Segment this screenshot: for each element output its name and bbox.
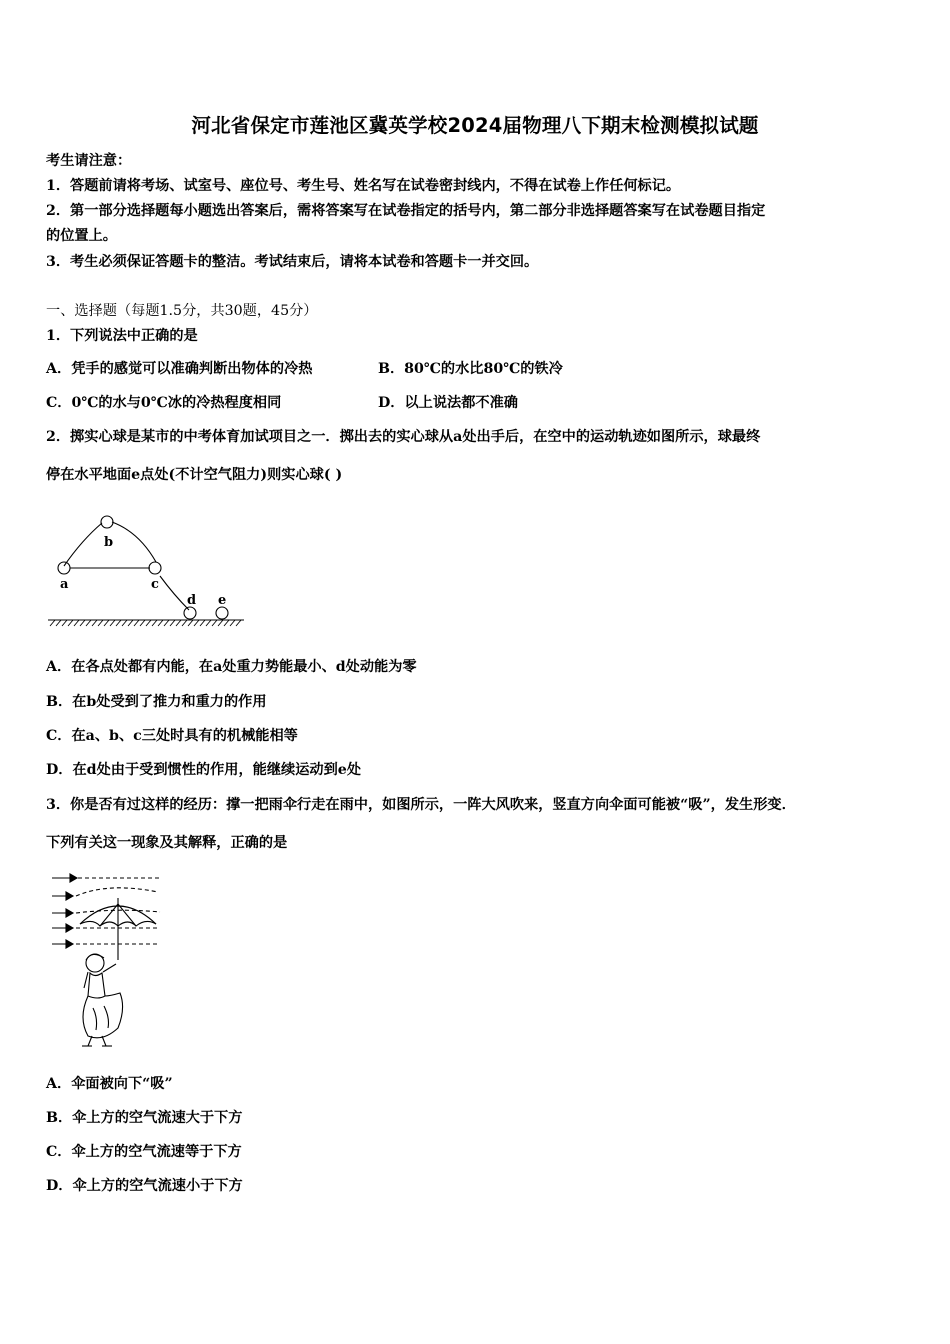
notice-heading: 考生请注意：	[46, 153, 132, 169]
q2-option-c: C．在a、b、c三处时具有的机械能相等	[46, 728, 298, 744]
label-e: e	[218, 593, 227, 608]
ball-d	[184, 607, 196, 619]
trajectory-drop	[160, 576, 189, 610]
q3-stem-line2: 下列有关这一现象及其解释，正确的是	[46, 835, 288, 851]
trajectory-fall	[112, 522, 156, 562]
section-heading: 一、选择题（每题1.5分，共30题，45分）	[46, 303, 318, 319]
ball-a	[58, 562, 70, 574]
page-title: 河北省保定市莲池区冀英学校2024届物理八下期末检测模拟试题	[191, 114, 759, 137]
q1-option-b: B．80℃的水比80℃的铁冷	[378, 361, 563, 377]
notice-item-2-cont: 的位置上。	[46, 228, 117, 244]
q3-option-b: B．伞上方的空气流速大于下方	[46, 1110, 243, 1126]
notice-item-1: 1．答题前请将考场、试室号、座位号、考生号、姓名写在试卷密封线内，不得在试卷上作任何标记。	[46, 178, 681, 194]
umbrella-figure	[48, 868, 168, 1053]
q1-option-d: D．以上说法都不准确	[378, 395, 518, 411]
label-b: b	[104, 535, 114, 550]
trajectory-rise	[64, 523, 102, 566]
q1-stem: 1．下列说法中正确的是	[46, 328, 198, 344]
notice-item-2: 2．第一部分选择题每小题选出答案后，需将答案写在试卷指定的括号内，第二部分非选择题答案写在试卷题目指定	[46, 203, 766, 219]
notice-item-3: 3．考生必须保证答题卡的整洁。考试结束后，请将本试卷和答题卡一并交回。	[46, 254, 539, 270]
label-a: a	[60, 577, 69, 592]
ball-e	[216, 607, 228, 619]
trajectory-figure	[44, 510, 249, 635]
q1-option-c: C．0℃的水与0℃冰的冷热程度相同	[46, 395, 282, 411]
ball-b	[101, 516, 113, 528]
q2-stem-line2: 停在水平地面e点处(不计空气阻力)则实心球( )	[46, 467, 343, 483]
q2-option-a: A．在各点处都有内能，在a处重力势能最小、d处动能为零	[46, 659, 417, 675]
q3-stem-line1: 3．你是否有过这样的经历：撑一把雨伞行走在雨中，如图所示，一阵大风吹来，竖直方向伞面可能被“吸”，发生形变．	[46, 797, 796, 813]
ball-c	[149, 562, 161, 574]
ground-hatching	[50, 620, 241, 626]
q1-option-a: A．凭手的感觉可以准确判断出物体的冷热	[46, 361, 313, 377]
q3-option-a: A．伞面被向下“吸”	[46, 1076, 173, 1092]
q3-option-d: D．伞上方的空气流速小于下方	[46, 1178, 243, 1194]
label-d: d	[187, 593, 197, 608]
q2-option-b: B．在b处受到了推力和重力的作用	[46, 694, 267, 710]
q3-option-c: C．伞上方的空气流速等于下方	[46, 1144, 242, 1160]
q2-stem-line1: 2．掷实心球是某市的中考体育加试项目之一．掷出去的实心球从a处出手后，在空中的运动轨迹如图所示，球最终	[46, 429, 761, 445]
label-c: c	[151, 577, 159, 592]
q2-option-d: D．在d处由于受到惯性的作用，能继续运动到e处	[46, 762, 362, 778]
